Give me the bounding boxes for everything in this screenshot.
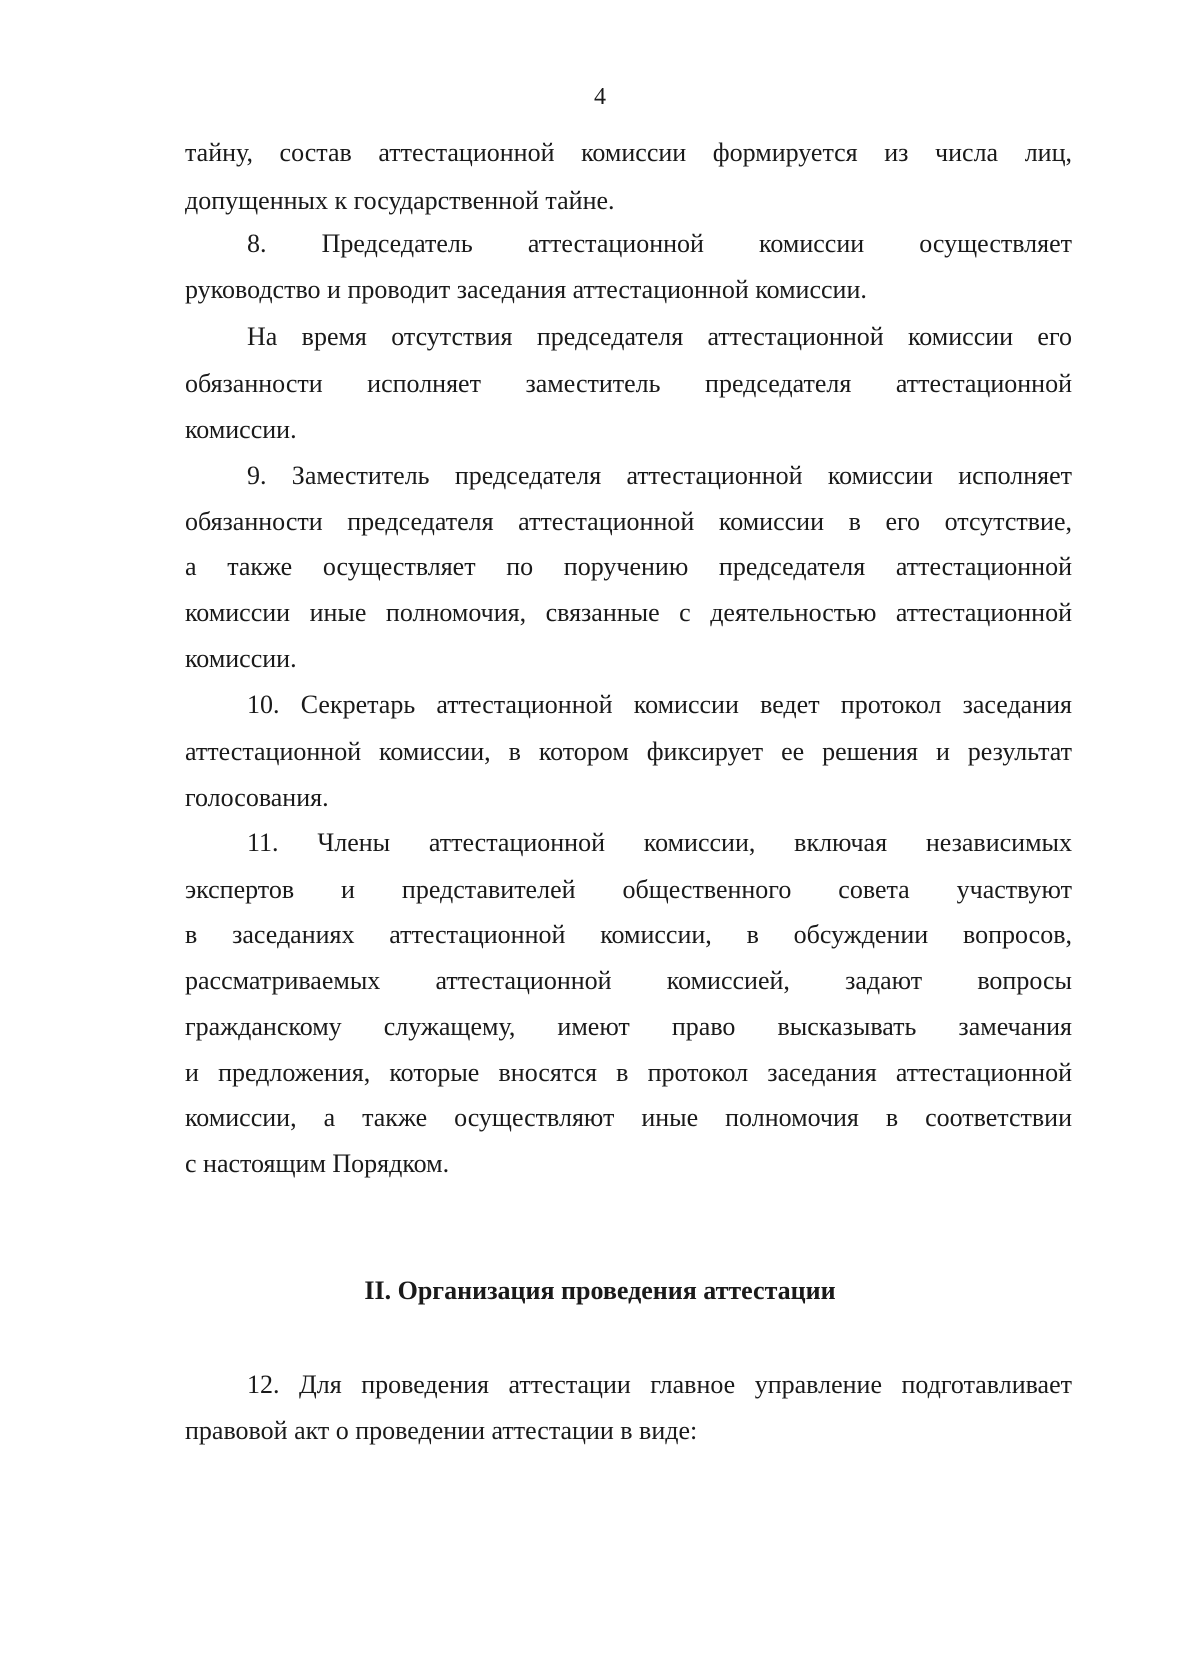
text-line: голосования. (185, 783, 329, 812)
text-line: экспертов и представителей общественного совета участвуют (185, 875, 1072, 904)
text-line: 12. Для проведения аттестации главное управление подготавливает (247, 1370, 1072, 1399)
text-line: допущенных к государственной тайне. (185, 186, 615, 215)
text-line: комиссии, а также осуществляют иные полномочия в соответствии (185, 1103, 1072, 1132)
text-line: На время отсутствия председателя аттестационной комиссии его (247, 322, 1072, 351)
text-line: 9. Заместитель председателя аттестационной комиссии исполняет (247, 461, 1072, 490)
text-line: обязанности исполняет заместитель председателя аттестационной (185, 369, 1072, 398)
text-line: 11. Члены аттестационной комиссии, включая независимых (247, 828, 1072, 857)
text-line: 8. Председатель аттестационной комиссии осуществляет (247, 229, 1072, 258)
text-line: обязанности председателя аттестационной комиссии в его отсутствие, (185, 507, 1072, 536)
section-heading: II. Организация проведения аттестации (364, 1276, 836, 1305)
text-line: комиссии. (185, 644, 297, 673)
text-line: тайну, состав аттестационной комиссии формируется из числа лиц, (185, 138, 1072, 167)
text-line: правовой акт о проведении аттестации в виде: (185, 1416, 698, 1445)
text-line: а также осуществляет по поручению председателя аттестационной (185, 552, 1072, 581)
text-line: рассматриваемых аттестационной комиссией, задают вопросы (185, 966, 1072, 995)
page-number: 4 (594, 84, 606, 110)
text-line: 10. Секретарь аттестационной комиссии ведет протокол заседания (247, 690, 1072, 719)
text-line: руководство и проводит заседания аттестационной комиссии. (185, 275, 867, 304)
text-line: комиссии. (185, 415, 297, 444)
text-line: комиссии иные полномочия, связанные с деятельностью аттестационной (185, 598, 1072, 627)
text-line: аттестационной комиссии, в котором фиксирует ее решения и результат (185, 737, 1072, 766)
text-line: с настоящим Порядком. (185, 1149, 450, 1178)
text-line: и предложения, которые вносятся в протокол заседания аттестационной (185, 1058, 1072, 1087)
text-line: в заседаниях аттестационной комиссии, в обсуждении вопросов, (185, 920, 1072, 949)
text-line: гражданскому служащему, имеют право высказывать замечания (185, 1012, 1072, 1041)
